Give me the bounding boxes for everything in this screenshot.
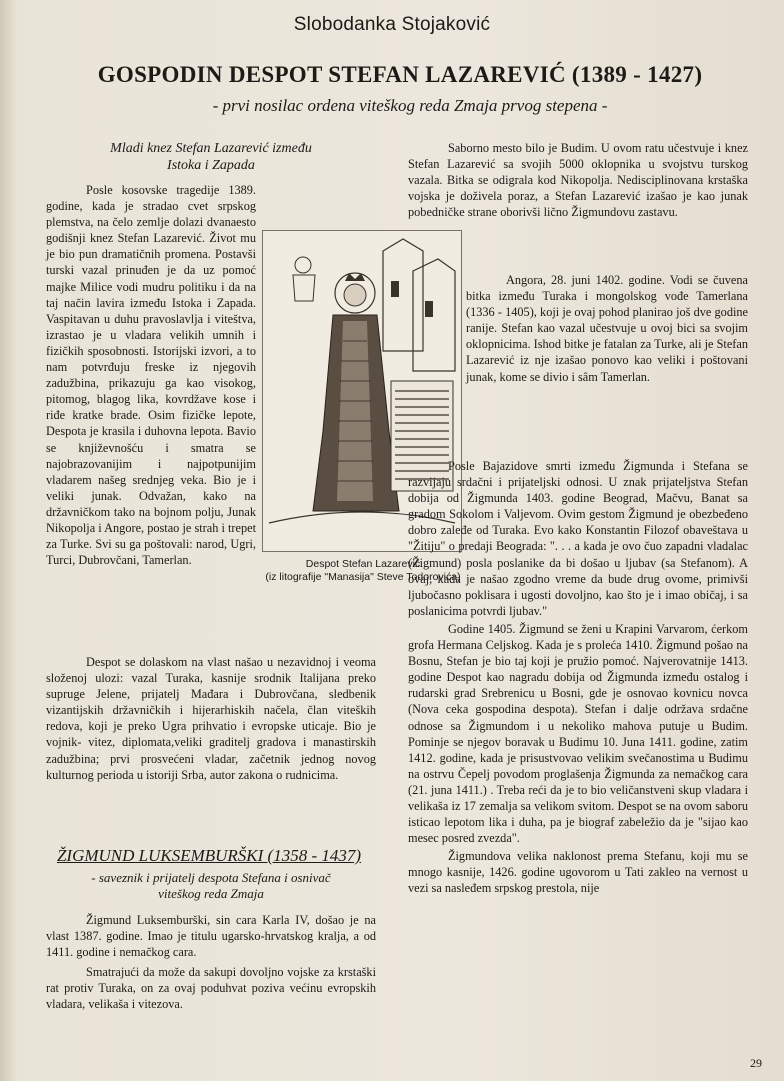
- left-column-top: [46, 140, 312, 568]
- section1-paragraph-1: Posle kosovske tragedije 1389. godine, kada je stradao cvet srpskog plemstva, na čelo zemlje dolazi dvanaesto godišnji knez Stefan Lazarević. Život mu je bio pun dramatičnih promena. Postavši turski vazal prinuđen je da uz pomoć majke Milice vodi mudru politiku i da na taj način lavira između Istoka i Zapada. Vaspitavan u duhu pravoslavlja i viteštva, izrastao je u vladara velikih umnih i fizičkih sposobnosti. Istorijski izvori, a to nam potvrđuju freske iz njegovih zadužbina, prikazuju ga kao visokog, pitomog, blagog lika, kovrdžave kose i riđe kratke brade. Osim fizičke lepote, Despota je krasila i duhovna lepota. Bavio se književnošću i smatra se najobrazovanijim i najpotpunijim vladarem našeg srednjeg veka. Bio je i veliki junak. Odvažan, kako na državničkom tako na bojnom polju, Junak Nikopolja i Angore, postao je strah i trepet za Turke. Svi su ga poštovali: narod, Ugri, Turci, Dubrovčani, Tamerlan.: [46, 183, 256, 568]
- section2-subheading: [46, 870, 376, 902]
- right-column-top: [408, 140, 748, 220]
- right-paragraph-4: Godine 1405. Žigmund se ženi u Krapini Varvarom, ćerkom grofa Hermana Celjskog. Kada je s proleća 1410. Žigmund pošao na Bosnu, Stefan je bio taj koji je pružio pomoć. Najverovatnije 1413. godine Despot kao nagradu dobija od Žigmunda između ostalog i rudarski grad Srebrenicu u Bosni, gde je osnovao kovnicu novca (Nova ceka gospodina despota). Stefan i dalje održava srdačne odnose sa Žigmundom i u nekoliko mahova putuje u Budim. Pominje se njegov boravak u Budimu 10. Juna 1411. godine, zatim 1412. godine, kada je prisustvovao velikim svečanostima u Budimu na ostrvu Čepelj povodom proglašenja Žigmunda za nemačkog cara (21. juna 1411.) . Treba reći da je to bio veličanstveni skup vladara i velikaša iz 17 zemalja sa velikom svitom. Despot se na ovom saboru isticao lepotom lika i duha, pa je biograf zabeležio da je "sijao kao mesec posred zvezda".: [408, 621, 748, 846]
- section1-heading: [46, 140, 376, 174]
- section2-heading: ŽIGMUND LUKSEMBURŠKI (1358 - 1437): [56, 846, 362, 865]
- author-name: Slobodanka Stojaković: [293, 14, 491, 35]
- left-column-bottom: [46, 870, 376, 1013]
- caption-line2: (iz litografije "Manasija" Steve Todorovića): [265, 571, 461, 583]
- right-paragraph-3: Posle Bajazidove smrti između Žigmunda i Stefana se razvijaju srdačni i prijateljski odnosi. U znak prijateljstva Stefan dobija od Žigmunda 1403. godine Beograd, Mačvu, Banat sa gradom Sokolom i Valjevom. Ovim gestom Žigmund je obezbeđeno dobro zaleđe od Turaka. Evo kako Konstantin Filozof obaveštava u "Žitiju" o predaji Beograda: ". . . a kada je ovo čuo zapadni vladalac (Žigmund) posla poslanike da bi došao u ljubav (sa Stefanom). A ovaj, kada je našao zgodno vreme da bude drug ovome, primivši ljubočasno poklisara i ugosti dovoljno, kao što je i imao običaj, i sa poslanicima potvrdi ljubav.": [408, 459, 748, 618]
- section1-heading-line1: Mladi knez Stefan Lazarević između: [110, 141, 312, 156]
- caption-line1: Despot Stefan Lazarević: [305, 558, 421, 570]
- right-paragraph-2: Angora, 28. juni 1402. godine. Vodi se čuvena bitka između Turaka i mongolskog vođe Tamerlana (1336 - 1405), koji je ovaj pohod planirao još dve godine ranije. Stefan kao vazal učestvuje u ovoj bici sa svojim oklopnicima. Ishod bitke je fatalan za Turke, ali je Stefan Lazarević iz nje izašao ponovo kao veliki i poštovani junak, kome se divio i sâm Tamerlan.: [466, 273, 748, 384]
- right-column-narrow: [466, 272, 748, 387]
- right-column-bottom: [408, 458, 748, 897]
- section2-sub-line2: viteškog reda Zmaja: [158, 886, 264, 901]
- article-subtitle: - prvi nosilac ordena viteškog reda Zmaja prvog stepena -: [212, 96, 608, 115]
- section1-heading-line2: Istoka i Zapada: [167, 158, 255, 173]
- section2-paragraph-1: Žigmund Luksemburški, sin cara Karla IV, došao je na vlast 1387. godine. Imao je titulu ugarsko-hrvatskog kralja, a od 1411. godine i nemačkog cara.: [46, 913, 376, 960]
- article-title: GOSPODIN DESPOT STEFAN LAZAREVIĆ (1389 - 1427): [97, 62, 703, 87]
- section1-paragraph-2: Despot se dolaskom na vlast našao u nezavidnoj i veoma složenoj ulozi: vazal Turaka, kasnije srodnik Italijana preko supruge Jelene, prijatelj Mađara i Dubrovčana, sledbenik vizantijskih državničkih i hijerarhiskih načela, član viteških redova, koji je preko Ugra prihvatio i evropske uticaje. Bio je vojnik- vitez, diplomata,veliki graditelj gradova i manastirskih zadužbina; prvi prosvećeni vladar, začetnik jednog novog kulturnog perioda u istoriji Srba, autor zakona o rudnicima.: [46, 655, 376, 782]
- left-column-middle: [46, 654, 376, 783]
- section2-paragraph-2: Smatrajući da može da sakupi dovoljno vojske za krstaški rat protiv Turaka, on za ovaj poduhvat poziva većinu evropskih vladara, velikaša i vitezova.: [46, 965, 376, 1012]
- section2-sub-line1: - saveznik i prijatelj despota Stefana i osnivač: [91, 870, 331, 885]
- right-paragraph-5: Žigmundova velika naklonost prema Stefanu, koji mu se mnogo kasnije, 1426. godine ugovorom u Tati zakleo na vernost u vezi sa nasleđem srpskog prestola, nije: [408, 849, 748, 896]
- right-paragraph-1: Saborno mesto bilo je Budim. U ovom ratu učestvuje i knez Stefan Lazarević sa svojih 5000 oklopnika u svojstvu turskog vazala. Bitka se odigrala kod Nikopolja. Nedisciplinovana krstaška vojska je doživela poraz, a Stefan Lazarević izašao je kao junak pobedničke strane oborivši lično Žigmundovu zastavu.: [408, 141, 748, 220]
- page-number: 29: [750, 1056, 762, 1070]
